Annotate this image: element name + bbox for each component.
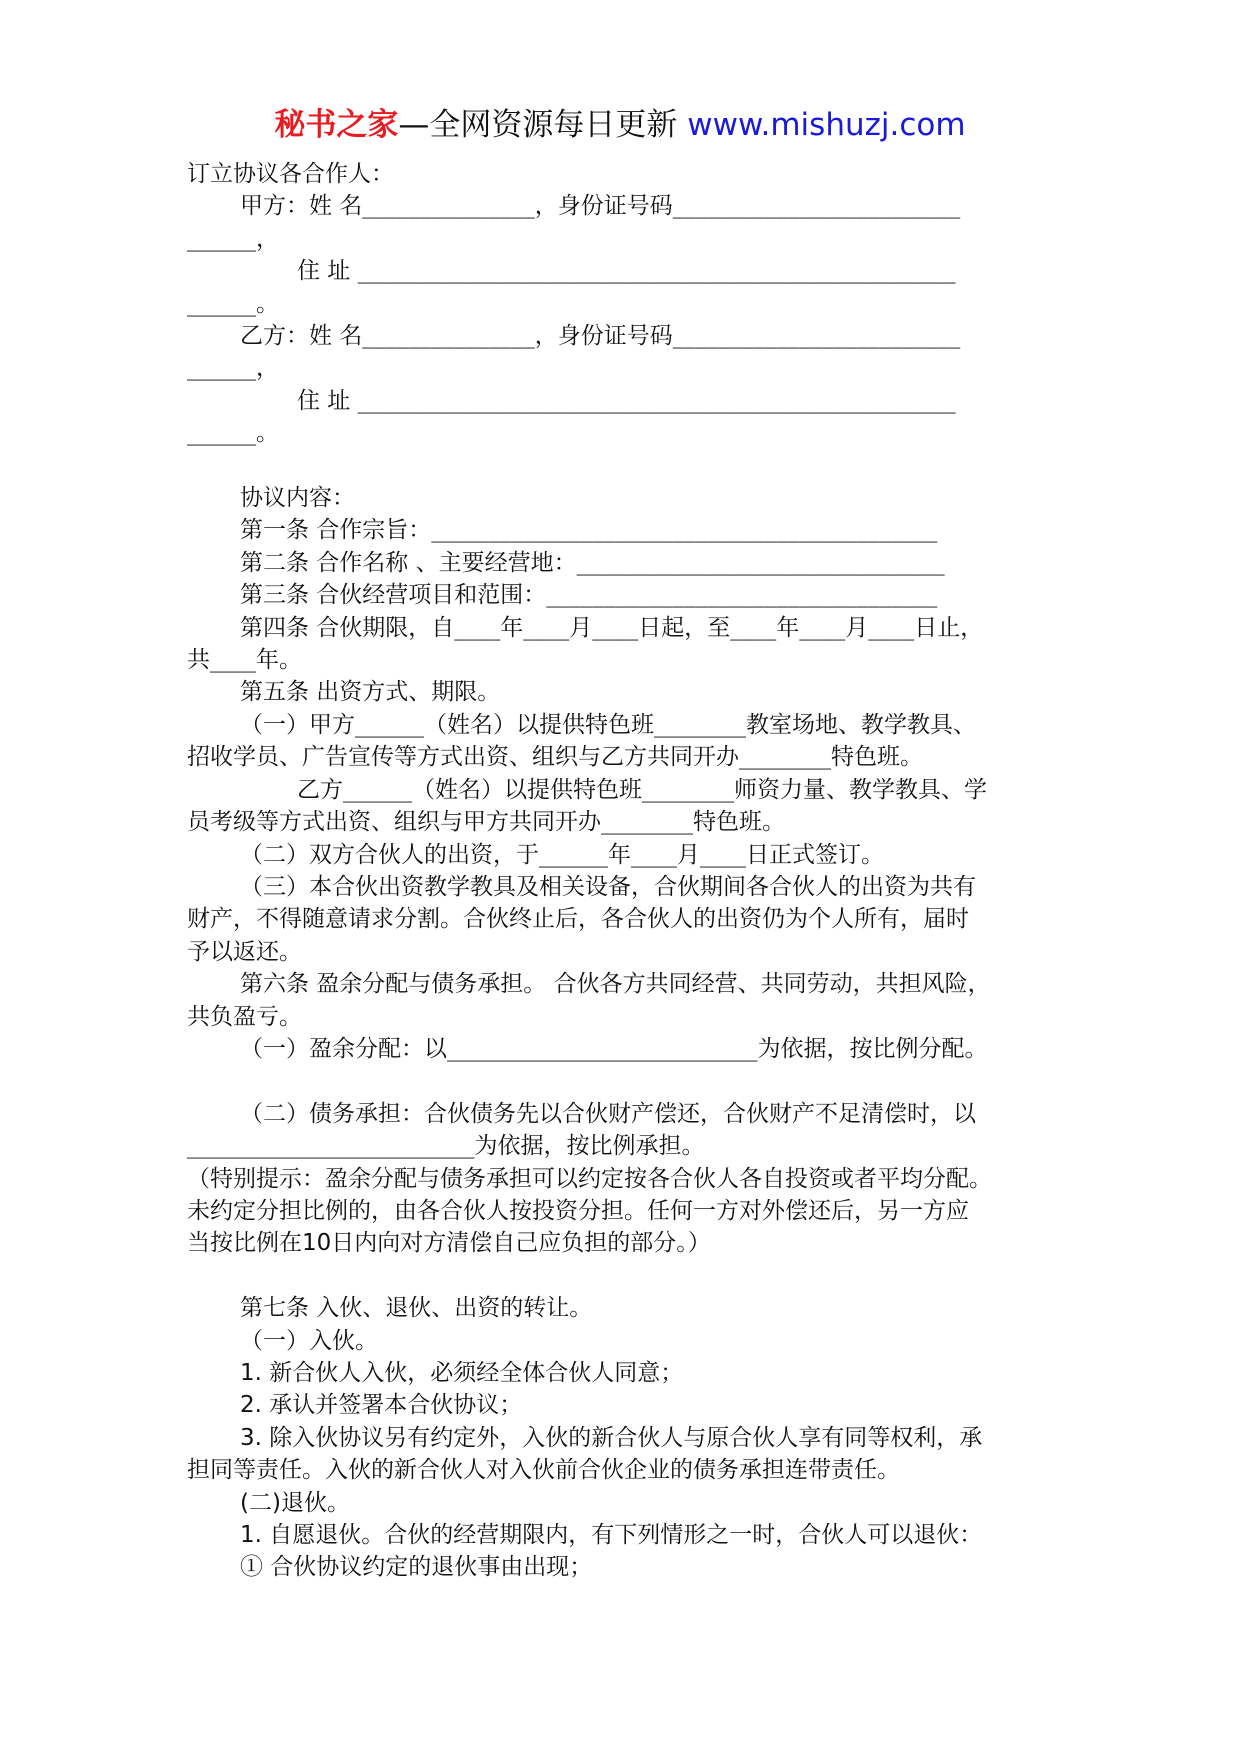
list-text: 除入伙协议另有约定外，入伙的新合伙人与原合伙人享有同等权利，承	[261, 1424, 983, 1451]
text-line: （一）入伙。	[240, 1327, 378, 1354]
blank-line	[187, 1260, 1057, 1292]
list-number: 1.	[240, 1522, 262, 1549]
blank-line	[187, 1065, 1057, 1097]
text-line: 未约定分担比例的，由各合伙人按投资分担。任何一方对外偿还后，另一方应	[187, 1197, 969, 1224]
list-number: 1.	[240, 1359, 262, 1386]
number-run: 10	[302, 1230, 332, 1257]
text-line: 财产，不得随意请求分割。合伙终止后，各合伙人的出资仍为个人所有，届时	[187, 906, 969, 933]
list-item	[187, 1389, 1057, 1421]
agreement-body	[187, 158, 1057, 1584]
list-item	[187, 1487, 1057, 1519]
text-line: 员考级等方式出资、组织与甲方共同开办________特色班。	[187, 809, 785, 836]
text-line: 乙方______（姓名）以提供特色班________师资力量、教学教具、学	[297, 776, 987, 803]
text-line: 住 址 ____________________________________________________	[297, 387, 956, 414]
text-line: 第一条 合作宗旨：____________________________________________	[240, 517, 938, 544]
text-line: 共____年。	[187, 647, 302, 674]
text-line: _________________________为依据，按比例承担。	[187, 1133, 705, 1160]
header-site-link[interactable]: www.mishuzj.com	[687, 107, 966, 143]
list-number: 3.	[240, 1424, 262, 1451]
text-line: 第四条 合伙期限，自____年____月____日起，至____年____月____日止，	[240, 614, 984, 641]
text-line: 担同等责任。入伙的新合伙人对入伙前合伙企业的债务承担连带责任。	[187, 1457, 900, 1484]
page-header	[0, 100, 1240, 150]
list-item	[187, 1422, 1057, 1454]
text-line: （二）债务承担：合伙债务先以合伙财产偿还，合伙财产不足清偿时，以	[240, 1100, 976, 1127]
list-text: 退伙。	[280, 1489, 350, 1516]
list-item	[187, 1357, 1057, 1389]
list-text: 新合伙人入伙，必须经全体合伙人同意；	[261, 1359, 684, 1386]
text-line: ______。	[187, 290, 279, 317]
text-line: 订立协议各合作人：	[187, 161, 394, 187]
text-line: ______，	[187, 355, 279, 382]
text-line: 予以返还。	[187, 938, 302, 965]
text-line: （二）双方合伙人的出资，于______年____月____日正式签订。	[240, 841, 884, 868]
text-line: 第七条 入伙、退伙、出资的转让。	[240, 1295, 593, 1322]
list-text: 合伙协议约定的退伙事由出现；	[263, 1554, 593, 1581]
text-line: （特别提示：盈余分配与债务承担可以约定按各合伙人各自投资或者平均分配。	[187, 1165, 992, 1192]
text-line: 第六条 盈余分配与债务承担。 合伙各方共同经营、共同劳动，共担风险，	[240, 971, 991, 998]
text-line: ______，	[187, 225, 279, 252]
text-line: （一）盈余分配：以___________________________为依据，按比例分配。	[240, 1035, 988, 1062]
text-line: 第三条 合伙经营项目和范围：__________________________________	[240, 582, 938, 609]
text-line: 第五条 出资方式、期限。	[240, 679, 501, 706]
text-line	[187, 1227, 1057, 1259]
text-line: （一）甲方______（姓名）以提供特色班________教室场地、教学教具、	[240, 711, 976, 738]
text-line: ______。	[187, 420, 279, 447]
text-line: 共负盈亏。	[187, 1003, 302, 1030]
text-run: 当按比例在	[187, 1230, 302, 1257]
list-number: 2.	[240, 1392, 262, 1419]
list-number: ①	[240, 1554, 263, 1581]
header-slogan: —全网资源每日更新	[398, 107, 678, 143]
text-line: 乙方：姓 名_______________，身份证号码_________________________	[240, 323, 961, 350]
list-item	[187, 1551, 1057, 1583]
text-run: 日内向对方清偿自己应负担的部分。）	[331, 1230, 711, 1257]
list-item	[187, 1519, 1057, 1551]
list-number: (二)	[240, 1489, 281, 1516]
text-line: 协议内容：	[240, 485, 355, 512]
text-line: 住 址 ____________________________________________________	[297, 258, 956, 285]
text-line: 招收学员、广告宣传等方式出资、组织与乙方共同开办________特色班。	[187, 744, 923, 771]
list-text: 自愿退伙。合伙的经营期限内，有下列情形之一时，合伙人可以退伙：	[261, 1522, 983, 1549]
text-line: 甲方：姓 名_______________，身份证号码_________________________	[240, 193, 961, 220]
text-line: 第二条 合作名称 、主要经营地：________________________________	[240, 549, 945, 576]
blank-line	[187, 450, 1057, 482]
list-text: 承认并签署本合伙协议；	[261, 1392, 523, 1419]
text-line: （三）本合伙出资教学教具及相关设备，合伙期间各合伙人的出资为共有	[240, 873, 976, 900]
header-brand: 秘书之家	[274, 107, 399, 143]
